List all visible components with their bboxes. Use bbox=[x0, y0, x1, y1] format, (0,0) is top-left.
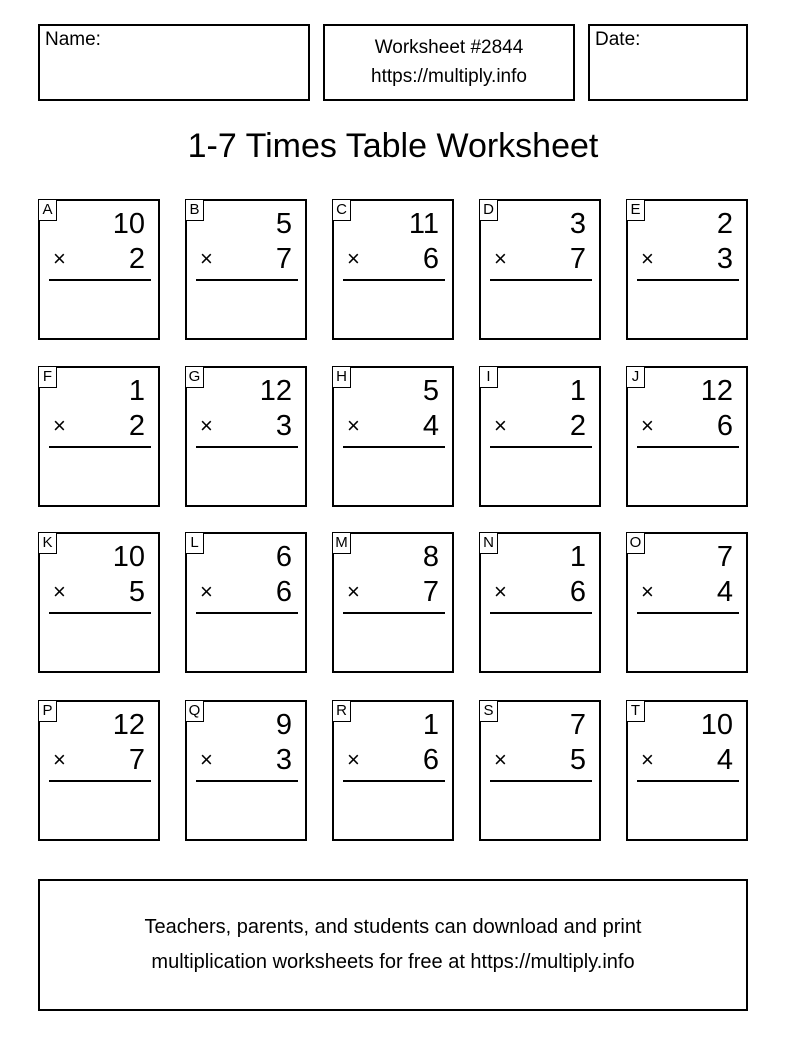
problem-bottom-number: 2 bbox=[128, 243, 145, 275]
answer-line bbox=[637, 446, 739, 448]
problem-bottom-number: 4 bbox=[716, 744, 733, 776]
times-sign: × bbox=[347, 413, 360, 438]
problem-card[interactable] bbox=[626, 532, 748, 673]
problem-top-number: 5 bbox=[422, 375, 439, 407]
problem-letter: E bbox=[626, 199, 645, 221]
problem-top-number: 6 bbox=[275, 541, 292, 573]
problem-card[interactable] bbox=[185, 366, 307, 507]
date-field-box[interactable] bbox=[588, 24, 748, 101]
times-sign: × bbox=[53, 246, 66, 271]
answer-line bbox=[49, 612, 151, 614]
times-sign: × bbox=[641, 579, 654, 604]
page-title: 1-7 Times Table Worksheet bbox=[187, 127, 599, 165]
date-label: Date: bbox=[595, 29, 641, 50]
problem-card[interactable] bbox=[38, 199, 160, 340]
answer-line bbox=[196, 279, 298, 281]
problem-letter: T bbox=[626, 700, 645, 722]
answer-line bbox=[196, 446, 298, 448]
problem-letter: I bbox=[479, 366, 498, 388]
problem-top-number: 1 bbox=[422, 709, 439, 741]
problem-letter: B bbox=[185, 199, 204, 221]
answer-line bbox=[343, 780, 445, 782]
answer-line bbox=[490, 612, 592, 614]
problem-top-number: 7 bbox=[569, 709, 586, 741]
problem-bottom-number: 2 bbox=[569, 410, 586, 442]
times-sign: × bbox=[494, 747, 507, 772]
problem-top-number: 12 bbox=[259, 375, 292, 407]
worksheet-url: https://multiply.info bbox=[371, 66, 527, 87]
problem-top-number: 12 bbox=[112, 709, 145, 741]
problem-card[interactable] bbox=[332, 532, 454, 673]
answer-line bbox=[343, 612, 445, 614]
name-field-box[interactable] bbox=[38, 24, 310, 101]
answer-line bbox=[490, 279, 592, 281]
problem-letter: M bbox=[332, 532, 351, 554]
problem-letter: L bbox=[185, 532, 204, 554]
problem-bottom-number: 4 bbox=[716, 576, 733, 608]
problem-letter: K bbox=[38, 532, 57, 554]
times-sign: × bbox=[347, 579, 360, 604]
problem-top-number: 1 bbox=[569, 375, 586, 407]
problem-top-number: 12 bbox=[700, 375, 733, 407]
problem-card[interactable] bbox=[332, 366, 454, 507]
problem-card[interactable] bbox=[38, 366, 160, 507]
times-sign: × bbox=[641, 413, 654, 438]
problem-card[interactable] bbox=[626, 700, 748, 841]
answer-line bbox=[490, 780, 592, 782]
problem-card[interactable] bbox=[479, 532, 601, 673]
problem-card[interactable] bbox=[626, 366, 748, 507]
problem-letter: O bbox=[626, 532, 645, 554]
problem-letter: C bbox=[332, 199, 351, 221]
answer-line bbox=[637, 780, 739, 782]
times-sign: × bbox=[200, 747, 213, 772]
problem-card[interactable] bbox=[479, 199, 601, 340]
problem-bottom-number: 3 bbox=[275, 410, 292, 442]
times-sign: × bbox=[641, 246, 654, 271]
problem-card[interactable] bbox=[479, 366, 601, 507]
problem-card[interactable] bbox=[38, 532, 160, 673]
problem-top-number: 10 bbox=[112, 208, 145, 240]
problem-letter: A bbox=[38, 199, 57, 221]
problem-bottom-number: 6 bbox=[716, 410, 733, 442]
problem-letter: J bbox=[626, 366, 645, 388]
problem-card[interactable] bbox=[185, 199, 307, 340]
problem-bottom-number: 3 bbox=[716, 243, 733, 275]
problem-bottom-number: 3 bbox=[275, 744, 292, 776]
worksheet-number: Worksheet #2844 bbox=[374, 37, 524, 58]
answer-line bbox=[196, 780, 298, 782]
worksheet-info-box bbox=[323, 24, 575, 101]
problem-card[interactable] bbox=[332, 199, 454, 340]
problem-bottom-number: 2 bbox=[128, 410, 145, 442]
times-sign: × bbox=[53, 747, 66, 772]
problem-letter: F bbox=[38, 366, 57, 388]
problem-bottom-number: 6 bbox=[422, 744, 439, 776]
times-sign: × bbox=[494, 579, 507, 604]
answer-line bbox=[490, 446, 592, 448]
problem-top-number: 1 bbox=[569, 541, 586, 573]
times-sign: × bbox=[347, 246, 360, 271]
answer-line bbox=[637, 612, 739, 614]
problem-bottom-number: 7 bbox=[569, 243, 586, 275]
footer-note bbox=[38, 879, 748, 1011]
answer-line bbox=[49, 279, 151, 281]
problem-bottom-number: 5 bbox=[128, 576, 145, 608]
problem-card[interactable] bbox=[332, 700, 454, 841]
problem-top-number: 11 bbox=[408, 208, 439, 240]
problem-top-number: 10 bbox=[112, 541, 145, 573]
problem-card[interactable] bbox=[626, 199, 748, 340]
problem-letter: D bbox=[479, 199, 498, 221]
problem-bottom-number: 7 bbox=[128, 744, 145, 776]
problem-letter: N bbox=[479, 532, 498, 554]
problem-top-number: 7 bbox=[716, 541, 733, 573]
problem-letter: G bbox=[185, 366, 204, 388]
times-sign: × bbox=[641, 747, 654, 772]
problem-card[interactable] bbox=[38, 700, 160, 841]
problem-letter: Q bbox=[185, 700, 204, 722]
problem-top-number: 2 bbox=[716, 208, 733, 240]
problem-top-number: 10 bbox=[700, 709, 733, 741]
problem-card[interactable] bbox=[185, 532, 307, 673]
times-sign: × bbox=[200, 579, 213, 604]
times-sign: × bbox=[494, 246, 507, 271]
times-sign: × bbox=[53, 413, 66, 438]
problem-top-number: 5 bbox=[275, 208, 292, 240]
footer-line-2: multiplication worksheets for free at https://multiply.info bbox=[151, 951, 635, 973]
times-sign: × bbox=[200, 246, 213, 271]
times-sign: × bbox=[53, 579, 66, 604]
answer-line bbox=[49, 780, 151, 782]
problem-bottom-number: 6 bbox=[422, 243, 439, 275]
problem-bottom-number: 7 bbox=[275, 243, 292, 275]
problem-bottom-number: 4 bbox=[422, 410, 439, 442]
answer-line bbox=[49, 446, 151, 448]
problem-letter: H bbox=[332, 366, 351, 388]
problem-letter: R bbox=[332, 700, 351, 722]
times-sign: × bbox=[494, 413, 507, 438]
problem-letter: S bbox=[479, 700, 498, 722]
problem-top-number: 9 bbox=[275, 709, 292, 741]
times-sign: × bbox=[200, 413, 213, 438]
problem-bottom-number: 6 bbox=[275, 576, 292, 608]
problem-bottom-number: 6 bbox=[569, 576, 586, 608]
problem-card[interactable] bbox=[479, 700, 601, 841]
times-sign: × bbox=[347, 747, 360, 772]
problem-top-number: 1 bbox=[128, 375, 145, 407]
problem-card[interactable] bbox=[185, 700, 307, 841]
answer-line bbox=[196, 612, 298, 614]
problem-top-number: 3 bbox=[569, 208, 586, 240]
answer-line bbox=[637, 279, 739, 281]
problem-bottom-number: 5 bbox=[569, 744, 586, 776]
footer-line-1: Teachers, parents, and students can download and print bbox=[144, 916, 642, 938]
name-label: Name: bbox=[45, 29, 101, 50]
problem-bottom-number: 7 bbox=[422, 576, 439, 608]
problem-top-number: 8 bbox=[422, 541, 439, 573]
answer-line bbox=[343, 446, 445, 448]
answer-line bbox=[343, 279, 445, 281]
problem-letter: P bbox=[38, 700, 57, 722]
